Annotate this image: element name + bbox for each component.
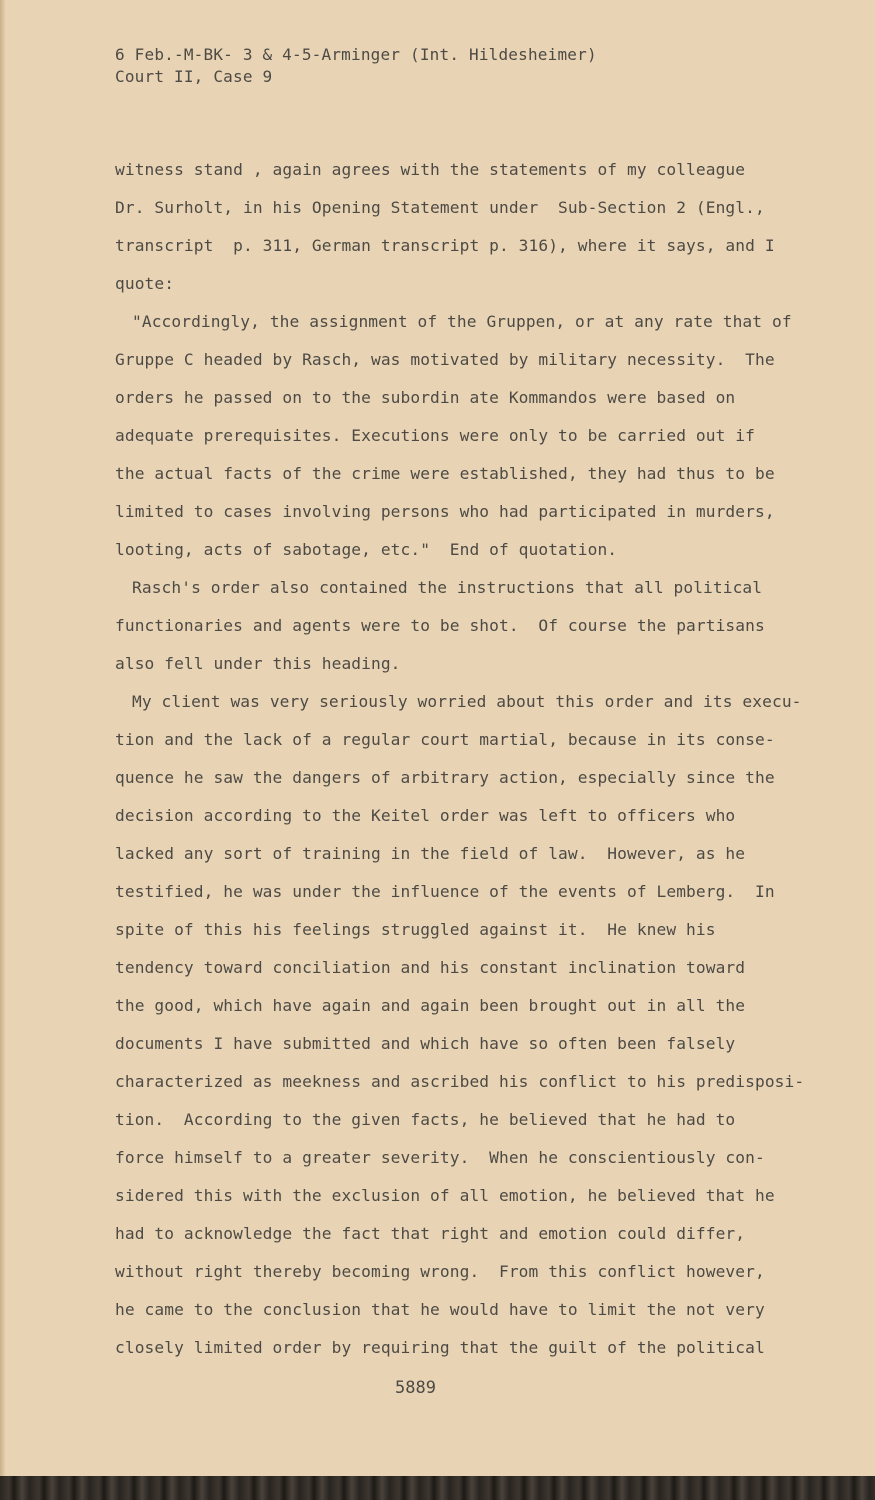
body-line: tion. According to the given facts, he believed that he had to [115,1110,736,1129]
body-line: testified, he was under the influence of the events of Lemberg. In [115,882,775,901]
body-line: Rasch's order also contained the instructions that all political [132,578,763,597]
body-line: characterized as meekness and ascribed his conflict to his predisposi- [115,1072,805,1091]
body-line: spite of this his feelings struggled against it. He knew his [115,920,716,939]
body-line: sidered this with the exclusion of all emotion, he believed that he [115,1186,775,1205]
body-line: transcript p. 311, German transcript p. 316), where it says, and I [115,236,775,255]
body-line: functionaries and agents were to be shot. Of course the partisans [115,616,765,635]
body-line: tion and the lack of a regular court martial, because in its conse- [115,730,775,749]
body-line: also fell under this heading. [115,654,401,673]
body-line: closely limited order by requiring that the guilt of the political [115,1338,765,1357]
body-line: force himself to a greater severity. When he conscientiously con- [115,1148,765,1167]
body-line: the actual facts of the crime were established, they had thus to be [115,464,775,483]
body-line: decision according to the Keitel order was left to officers who [115,806,736,825]
body-line: Dr. Surholt, in his Opening Statement under Sub-Section 2 (Engl., [115,198,765,217]
body-line: he came to the conclusion that he would have to limit the not very [115,1300,765,1319]
body-line: the good, which have again and again been brought out in all the [115,996,746,1015]
body-line: orders he passed on to the subordin ate Kommandos were based on [115,388,736,407]
body-line: had to acknowledge the fact that right and emotion could differ, [115,1224,746,1243]
page-number: 5889 [395,1378,436,1398]
body-line: without right thereby becoming wrong. From this conflict however, [115,1262,765,1281]
body-line: quence he saw the dangers of arbitrary action, especially since the [115,768,775,787]
body-line: documents I have submitted and which have so often been falsely [115,1034,736,1053]
header-line-2: Court II, Case 9 [115,67,273,86]
body-line: looting, acts of sabotage, etc." End of quotation. [115,540,618,559]
body-line: lacked any sort of training in the field of law. However, as he [115,844,746,863]
body-line: "Accordingly, the assignment of the Gruppen, or at any rate that of [132,312,792,331]
header-line-1: 6 Feb.-M-BK- 3 & 4-5-Arminger (Int. Hildesheimer) [115,45,597,64]
body-line: Gruppe C headed by Rasch, was motivated by military necessity. The [115,350,775,369]
page-header [115,44,597,88]
body-line: tendency toward conciliation and his constant inclination toward [115,958,746,977]
body-line: adequate prerequisites. Executions were only to be carried out if [115,426,755,445]
body-line: quote: [115,274,175,293]
body-line: My client was very seriously worried about this order and its execu- [132,692,802,711]
body-line: witness stand , again agrees with the statements of my colleague [115,160,746,179]
page-edge-shadow [0,0,6,1500]
body-line: limited to cases involving persons who had participated in murders, [115,502,775,521]
scan-edge-strip [0,1476,875,1500]
